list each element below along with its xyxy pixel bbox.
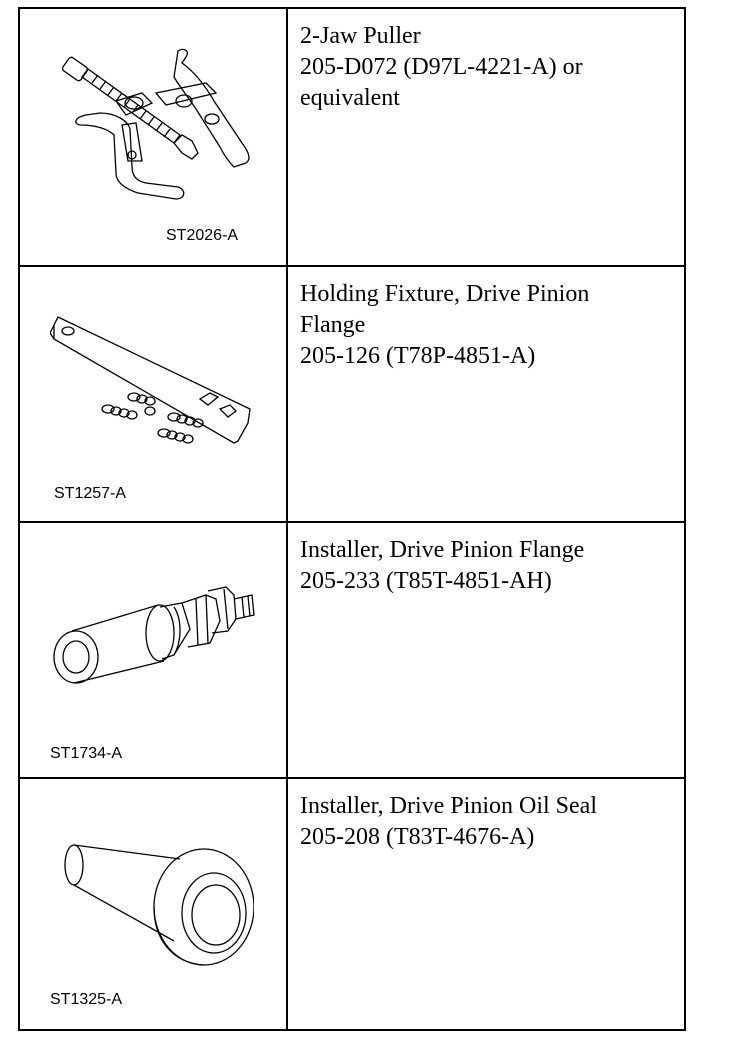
tool-name-continued: Flange bbox=[300, 312, 366, 338]
tool-illustration-cell bbox=[20, 523, 288, 777]
tool-code-label: ST1257-A bbox=[54, 485, 127, 502]
tool-description-cell bbox=[290, 9, 684, 265]
tool-number: 205-208 (T83T-4676-A) bbox=[300, 824, 535, 850]
tool-number-suffix: equivalent bbox=[300, 85, 400, 111]
flange-installer-illustration bbox=[48, 585, 258, 705]
tool-row-flange-installer bbox=[20, 523, 684, 779]
tool-illustration-cell bbox=[20, 9, 288, 265]
special-tools-table bbox=[18, 7, 686, 1031]
two-jaw-puller-illustration bbox=[56, 43, 256, 203]
tool-row-puller bbox=[20, 9, 684, 267]
tool-number: 205-D072 (D97L-4221-A) or bbox=[300, 54, 583, 80]
tool-illustration-cell bbox=[20, 779, 288, 1029]
tool-name: Installer, Drive Pinion Flange bbox=[300, 537, 585, 563]
tool-name: 2-Jaw Puller bbox=[300, 23, 421, 49]
tool-description-cell bbox=[290, 779, 684, 1029]
holding-fixture-illustration bbox=[50, 313, 256, 449]
tool-number: 205-233 (T85T-4851-AH) bbox=[300, 568, 552, 594]
oil-seal-installer-illustration bbox=[54, 829, 254, 969]
tool-name: Holding Fixture, Drive Pinion bbox=[300, 281, 590, 307]
tool-description-cell bbox=[290, 267, 684, 521]
tool-code-label: ST1325-A bbox=[50, 991, 123, 1008]
tool-number: 205-126 (T78P-4851-A) bbox=[300, 343, 536, 369]
tool-description-cell bbox=[290, 523, 684, 777]
tool-code-label: ST1734-A bbox=[50, 745, 123, 762]
tool-name: Installer, Drive Pinion Oil Seal bbox=[300, 793, 597, 819]
tool-illustration-cell bbox=[20, 267, 288, 521]
tool-row-oil-seal-installer bbox=[20, 779, 684, 1029]
tool-row-holding-fixture bbox=[20, 267, 684, 523]
tool-code-label: ST2026-A bbox=[166, 227, 239, 244]
